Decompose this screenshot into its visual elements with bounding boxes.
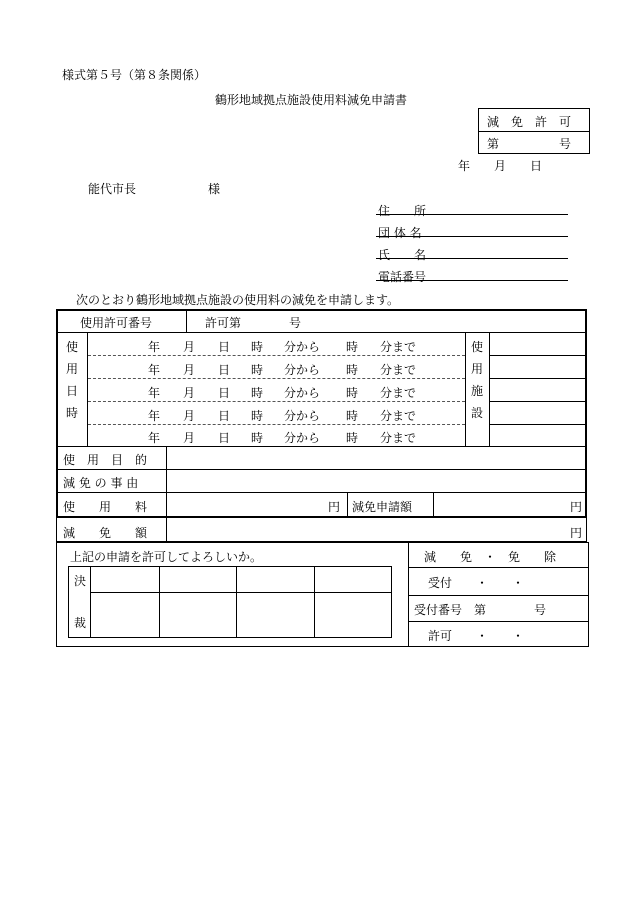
applicant-phone-field[interactable] — [376, 264, 568, 281]
use-datetime-label-2: 用 — [66, 362, 79, 376]
purpose-field[interactable] — [167, 447, 585, 469]
form-number: 様式第５号（第８条関係） — [62, 68, 207, 82]
applicant-phone-label: 電話番号 — [378, 270, 427, 284]
applicant-address-field[interactable] — [376, 198, 568, 215]
office-received-no[interactable]: 受付番号 第 号 — [414, 603, 547, 617]
dt-until: 分まで — [380, 409, 417, 423]
dt-until: 分まで — [380, 386, 417, 400]
fee-yen[interactable]: 円 — [328, 500, 341, 514]
dt-until: 分まで — [380, 363, 417, 377]
decision-stamp-cell[interactable] — [315, 593, 391, 637]
facility-label-2: 用 — [471, 362, 484, 376]
dt-hour-to: 時 — [346, 340, 359, 354]
decision-label-1: 決 — [74, 574, 87, 588]
dt-month: 月 — [183, 363, 196, 377]
dt-year: 年 — [148, 386, 161, 400]
decision-label-2: 裁 — [74, 616, 87, 630]
dt-day: 日 — [218, 363, 231, 377]
applicant-group-field[interactable] — [376, 220, 568, 237]
reduction-yen[interactable]: 円 — [570, 526, 583, 540]
dt-from: 分から — [284, 431, 321, 445]
reduction-label: 減 免 額 — [63, 526, 148, 540]
request-amount-yen[interactable]: 円 — [570, 500, 583, 514]
dt-day: 日 — [218, 409, 231, 423]
applicant-address-label: 住 所 — [378, 204, 427, 218]
dt-until: 分まで — [380, 431, 417, 445]
intro-text: 次のとおり鶴形地域拠点施設の使用料の減免を申請します。 — [76, 293, 400, 307]
datetime-row[interactable] — [88, 379, 465, 401]
permit-no-value[interactable]: 許可第 号 — [205, 316, 302, 330]
dt-from: 分から — [284, 340, 321, 354]
dt-from: 分から — [284, 409, 321, 423]
reason-field[interactable] — [167, 470, 585, 492]
datetime-row[interactable] — [88, 425, 465, 446]
dt-hour: 時 — [251, 409, 264, 423]
dt-month: 月 — [183, 340, 196, 354]
addressee: 能代市長 様 — [88, 182, 221, 196]
facility-label-3: 施 — [471, 384, 484, 398]
dt-day: 日 — [218, 340, 231, 354]
datetime-row[interactable] — [88, 356, 465, 378]
dt-year: 年 — [148, 363, 161, 377]
datetime-row[interactable] — [88, 333, 465, 355]
dt-hour: 時 — [251, 363, 264, 377]
dt-day: 日 — [218, 431, 231, 445]
fee-label: 使 用 料 — [63, 500, 148, 514]
dt-hour: 時 — [251, 340, 264, 354]
office-type: 減 免 ・ 免 除 — [424, 550, 557, 564]
dt-month: 月 — [183, 386, 196, 400]
dt-year: 年 — [148, 340, 161, 354]
permit-box-number: 第 号 — [487, 137, 572, 151]
dt-day: 日 — [218, 386, 231, 400]
request-amount-label: 減免申請額 — [352, 500, 413, 514]
date-line: 年 月 日 — [458, 159, 543, 173]
page-title: 鶴形地域拠点施設使用料減免申請書 — [215, 93, 408, 107]
approval-question: 上記の申請を許可してよろしいか。 — [70, 550, 263, 564]
dt-year: 年 — [148, 431, 161, 445]
permit-no-label: 使用許可番号 — [80, 316, 153, 330]
dt-hour-to: 時 — [346, 431, 359, 445]
office-permitted[interactable]: 許可 ・ ・ — [428, 629, 525, 643]
dt-month: 月 — [183, 431, 196, 445]
use-datetime-label-4: 時 — [66, 406, 79, 420]
permit-box-label: 減 免 許 可 — [487, 115, 572, 129]
datetime-row[interactable] — [88, 402, 465, 424]
dt-hour: 時 — [251, 431, 264, 445]
facility-label-1: 使 — [471, 340, 484, 354]
purpose-label: 使 用 目 的 — [63, 453, 148, 467]
use-datetime-label-1: 使 — [66, 340, 79, 354]
dt-hour-to: 時 — [346, 386, 359, 400]
office-received[interactable]: 受付 ・ ・ — [428, 576, 525, 590]
decision-stamp-cell[interactable] — [237, 593, 314, 637]
applicant-group-label: 団 体 名 — [378, 226, 422, 240]
use-datetime-label-3: 日 — [66, 384, 79, 398]
decision-stamp-cell[interactable] — [160, 593, 236, 637]
dt-from: 分から — [284, 363, 321, 377]
applicant-name-field[interactable] — [376, 242, 568, 259]
facility-label-4: 設 — [471, 406, 484, 420]
dt-hour-to: 時 — [346, 363, 359, 377]
decision-stamp-cell[interactable] — [91, 593, 159, 637]
dt-hour: 時 — [251, 386, 264, 400]
dt-year: 年 — [148, 409, 161, 423]
dt-hour-to: 時 — [346, 409, 359, 423]
dt-month: 月 — [183, 409, 196, 423]
applicant-name-label: 氏 名 — [378, 248, 427, 262]
dt-until: 分まで — [380, 340, 417, 354]
permit-box — [478, 108, 590, 154]
reason-label: 減 免 の 事 由 — [63, 476, 139, 490]
dt-from: 分から — [284, 386, 321, 400]
